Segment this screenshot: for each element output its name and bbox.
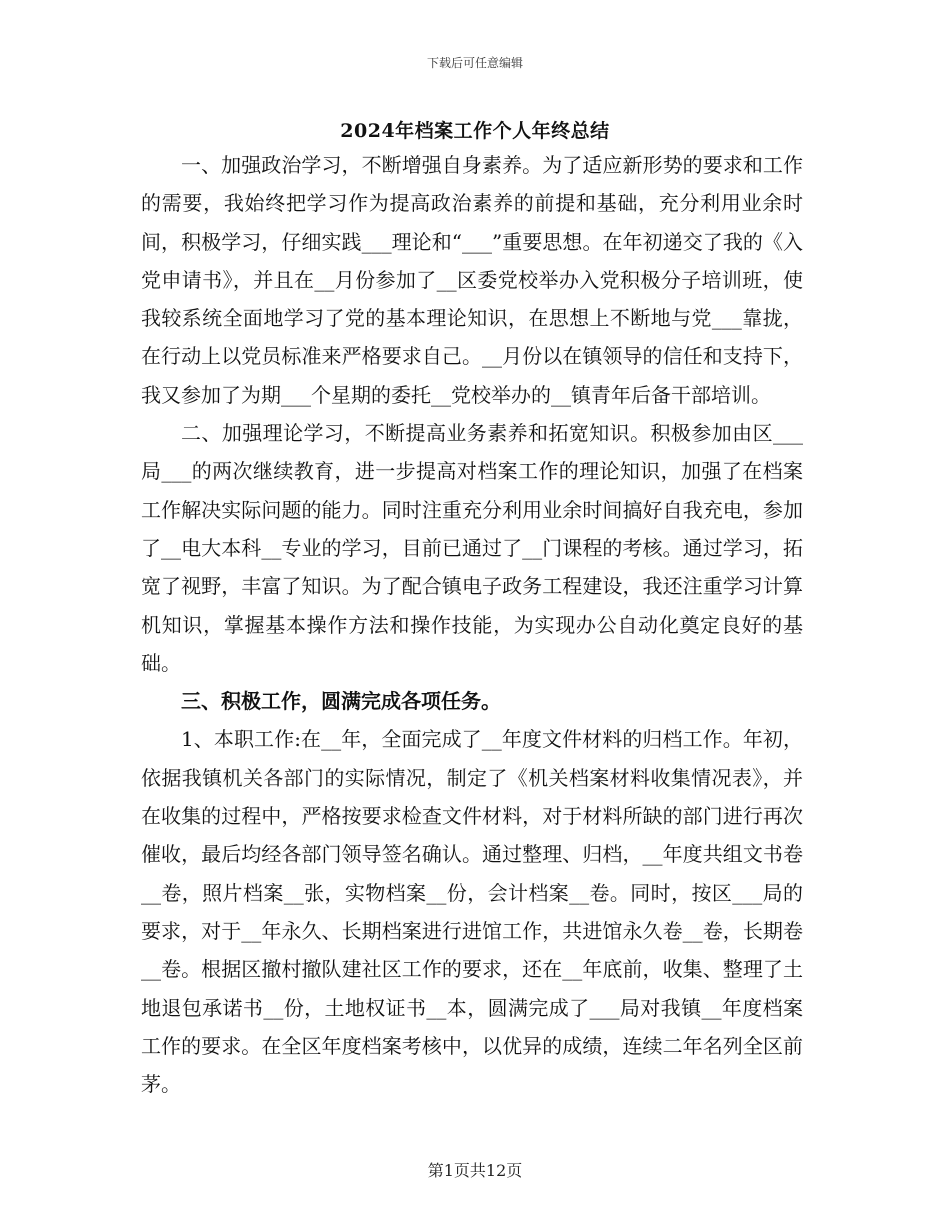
document-body: [141, 146, 803, 1103]
paragraph-political-study: 一、加强政治学习，不断增强自身素养。为了适应新形势的要求和工作的需要，我始终把学习作为提高政治素养的前提和基础，充分利用业余时间，积极学习，仔细实践___理论和“___”重要思想。在年初递交了我的《入党申请书》，并且在__月份参加了__区委党校举办入党积极分子培训班，使我较系统全面地学习了党的基本理论知识，在思想上不断地与党___靠拢，在行动上以党员标准来严格要求自己。__月份以在镇领导的信任和支持下，我又参加了为期___个星期的委托__党校举办的__镇青年后备干部培训。: [141, 153, 803, 407]
document-title: 2024年档案工作个人年终总结: [340, 120, 610, 142]
section-heading-work: 三、积极工作，圆满完成各项任务。: [181, 689, 501, 714]
header-note: 下载后可任意编辑: [426, 56, 523, 70]
paragraph-main-work: 1、本职工作:在__年，全面完成了__年度文件材料的归档工作。年初，依据我镇机关各部门的实际情况，制定了《机关档案材料收集情况表》，并在收集的过程中，严格按要求检查文件材料，对于材料所缺的部门进行再次催收，最后均经各部门领导签名确认。通过整理、归档，__年度共组文书卷__卷，照片档案__张，实物档案__份，会计档案__卷。同时，按区___局的要求，对于__年永久、长期档案进行进馆工作，共进馆永久卷__卷，长期卷__卷。根据区撤村撤队建社区工作的要求，还在__年底前，收集、整理了土地退包承诺书__份，土地权证书__本，圆满完成了___局对我镇__年度档案工作的要求。在全区年度档案考核中，以优异的成绩，连续二年名列全区前茅。: [141, 727, 803, 1097]
paragraph-theory-study: 二、加强理论学习，不断提高业务素养和拓宽知识。积极参加由区___局___的两次继续教育，进一步提高对档案工作的理论知识，加强了在档案工作解决实际问题的能力。同时注重充分利用业余时间搞好自我充电，参加了__电大本科__专业的学习，目前已通过了__门课程的考核。通过学习，拓宽了视野，丰富了知识。为了配合镇电子政务工程建设，我还注重学习计算机知识，掌握基本操作方法和操作技能，为实现办公自动化奠定良好的基础。: [141, 421, 803, 675]
page-footer: 第1页共12页: [427, 1161, 523, 1180]
